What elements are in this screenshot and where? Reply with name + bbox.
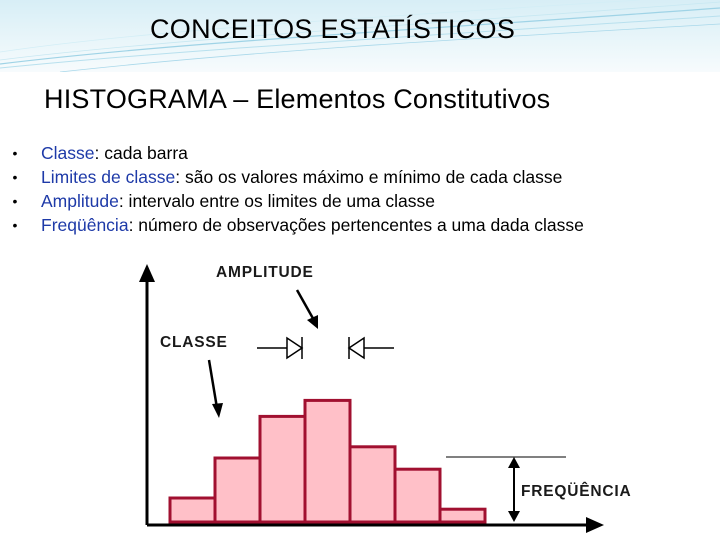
amplitude-marker-left-icon xyxy=(287,338,302,358)
definition-item-frequencia xyxy=(8,213,584,237)
definition-text: : cada barra xyxy=(94,143,188,163)
histogram-bar xyxy=(305,400,350,522)
x-axis-arrowhead xyxy=(586,517,604,533)
definition-term: Limites de classe xyxy=(41,167,176,187)
classe-label: CLASSE xyxy=(160,334,228,351)
definition-text: : número de observações pertencentes a uma dada classe xyxy=(128,215,584,235)
frequency-arrowhead-up xyxy=(508,457,520,468)
bullet-icon: • xyxy=(12,169,18,185)
histogram-bars xyxy=(170,400,485,522)
definition-term: Amplitude xyxy=(41,191,119,211)
definition-item-amplitude xyxy=(8,189,584,213)
histogram-bar xyxy=(350,447,395,522)
frequencia-label: FREQÜÊNCIA xyxy=(521,483,632,500)
definition-term: Classe xyxy=(41,143,95,163)
histogram-bar xyxy=(170,498,215,522)
frequency-arrowhead-down xyxy=(508,511,520,522)
histogram-bar xyxy=(215,458,260,522)
slide-title: CONCEITOS ESTATÍSTICOS xyxy=(150,14,516,44)
definitions-list xyxy=(8,141,584,237)
slide-subtitle: HISTOGRAMA – Elementos Constitutivos xyxy=(44,84,551,114)
definition-item-limites xyxy=(8,165,584,189)
bullet-icon: • xyxy=(12,145,18,161)
classe-pointer-arrow xyxy=(209,360,217,408)
histogram-diagram xyxy=(0,250,720,540)
definition-text: : são os valores máximo e mínimo de cada classe xyxy=(175,167,563,187)
amplitude-pointer-arrow xyxy=(297,290,315,322)
definition-item-classe xyxy=(8,141,584,165)
classe-pointer-arrowhead xyxy=(212,403,223,418)
histogram-bar xyxy=(260,416,305,522)
y-axis-arrowhead xyxy=(139,264,155,282)
bullet-icon: • xyxy=(12,217,18,233)
definition-term: Freqüência xyxy=(41,215,129,235)
amplitude-label: AMPLITUDE xyxy=(216,264,314,281)
histogram-bar xyxy=(440,509,485,522)
definition-text: : intervalo entre os limites de uma classe xyxy=(118,191,435,211)
bullet-icon: • xyxy=(12,193,18,209)
amplitude-marker-right-icon xyxy=(349,338,364,358)
slide-header xyxy=(0,0,720,72)
histogram-bar xyxy=(395,469,440,522)
